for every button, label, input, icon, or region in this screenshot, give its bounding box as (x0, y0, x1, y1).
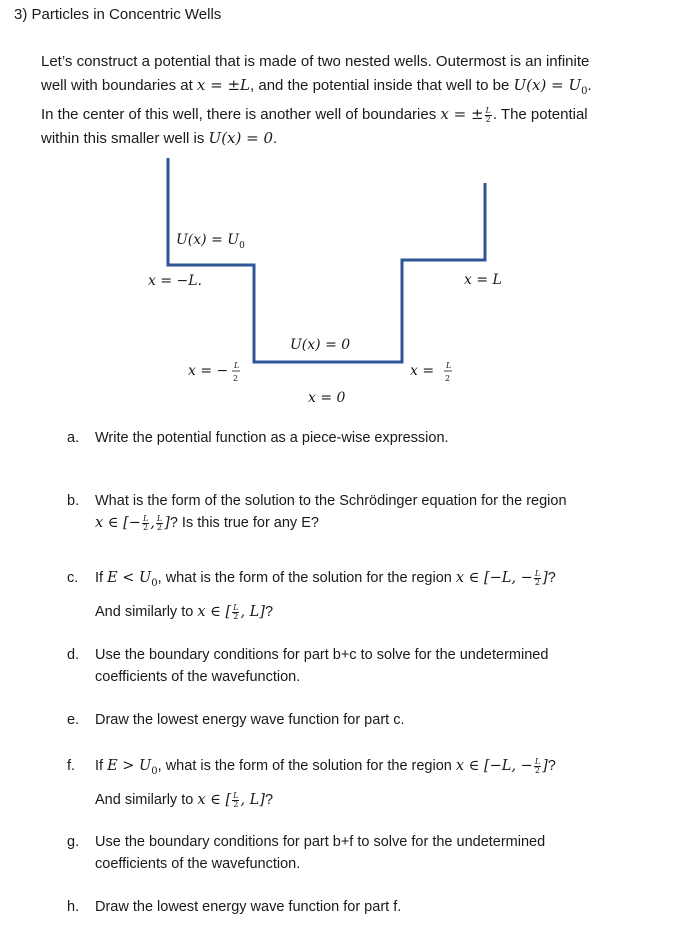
question-text: , what is the form of the solution for the region (157, 758, 456, 774)
math-interval-end: , L] (240, 603, 265, 620)
intro-line-2 (41, 74, 671, 104)
question-text: Use the boundary conditions for part b+f to solve for the undetermined (95, 834, 546, 850)
math-text: E > U (107, 758, 152, 774)
intro-text: In the center of this well, there is another well of boundaries (41, 106, 441, 123)
question-text: Draw the lowest energy wave function for part f. (95, 899, 402, 915)
question-line-2 (95, 601, 675, 623)
math-interval-start: x ∈ [ (197, 603, 232, 620)
fraction-numerator: L (142, 513, 149, 523)
math-bracket: ] (164, 515, 170, 531)
question-text: Use the boundary conditions for part b+c to solve for the undetermined (95, 647, 549, 663)
question-letter: c. (67, 570, 79, 586)
half-numerator-right: L (446, 361, 452, 370)
math-text: U(x) = U (513, 75, 582, 94)
math-interval-start: x ∈ [ (197, 791, 232, 808)
fraction-L-over-2 (534, 570, 541, 587)
fraction-L-over-2 (534, 758, 541, 775)
label-u-equals-u0: $U(x) = U_0$ (176, 232, 245, 251)
math-E-gt-U0 (107, 758, 158, 777)
intro-line-1 (41, 50, 671, 74)
intro-text: . (587, 76, 592, 94)
math-interval-start: x ∈ [−L, − (455, 758, 533, 774)
question-line-1 (95, 755, 675, 783)
label-x-zero: x = 0 (308, 390, 346, 406)
question-letter: f. (67, 758, 76, 774)
fraction-denominator: 2 (534, 577, 541, 587)
fraction-denominator: 2 (233, 611, 239, 621)
math-subscript: 0 (581, 85, 588, 97)
math-interval-start: x ∈ [−L, − (455, 570, 533, 586)
question-text: ? Is this true for any E? (169, 515, 319, 531)
math-x-pm: x = ± (440, 105, 484, 123)
potential-well-diagram (140, 150, 540, 415)
intro-paragraph (41, 50, 671, 150)
question-text: If (95, 570, 108, 586)
fraction-numerator: L (534, 756, 541, 766)
question-text: ? (547, 758, 556, 774)
intro-line-3 (41, 103, 671, 127)
question-letter: d. (67, 647, 80, 663)
fraction-denominator: 2 (485, 114, 491, 124)
question-text: ? (547, 570, 556, 586)
math-E-lt-U0 (107, 570, 158, 589)
fraction-numerator: L (156, 513, 163, 523)
label-x-neg-L: x = −L. (148, 273, 203, 289)
math-interval-end: , L] (240, 791, 265, 808)
fraction-denominator: 2 (143, 522, 149, 532)
section-title: 3) Particles in Concentric Wells (14, 6, 222, 23)
math-interval-start: x ∈ [− (95, 515, 141, 531)
half-denominator-left: 2 (233, 374, 239, 383)
intro-text: . (273, 129, 278, 147)
math-comma: , (150, 515, 155, 531)
label-x-neg-half-L: x = − (188, 363, 229, 379)
math-x-pm-L: x = ±L (196, 75, 251, 94)
fraction-numerator: L (534, 568, 541, 578)
question-line-2 (95, 512, 675, 534)
intro-text: within this smaller well is (41, 129, 209, 147)
question-letter: h. (67, 899, 80, 915)
intro-text: , and the potential inside that well to be (250, 76, 514, 94)
question-text: And similarly to (95, 791, 198, 808)
fraction-numerator: L (233, 602, 239, 612)
question-text: ? (264, 603, 274, 620)
question-text: ? (264, 791, 274, 808)
fraction-numerator: L (485, 105, 491, 115)
fraction-denominator: 2 (534, 765, 541, 775)
intro-line-4 (41, 127, 671, 151)
question-text: coefficients of the wavefunction. (95, 856, 301, 872)
fraction-L-over-2 (142, 515, 149, 532)
math-U-eq-0: U(x) = 0 (208, 128, 273, 147)
label-u-equals-zero: U(x) = 0 (290, 337, 351, 353)
fraction-L-over-2 (485, 107, 492, 124)
half-denominator-right: 2 (445, 374, 451, 383)
label-x-pos-L: x = L (464, 272, 502, 288)
fraction-L-over-2 (232, 792, 239, 809)
fraction-L-over-2 (232, 604, 239, 621)
intro-text: well with boundaries at (41, 76, 197, 94)
question-text: If (95, 758, 108, 774)
question-text: And similarly to (95, 603, 198, 620)
math-subscript: 0 (151, 577, 158, 589)
question-letter: a. (67, 430, 80, 446)
question-text: What is the form of the solution to the Schrödinger equation for the region (95, 493, 567, 509)
question-letter: e. (67, 712, 80, 728)
fraction-L-over-2 (156, 515, 163, 532)
question-text: coefficients of the wavefunction. (95, 669, 301, 685)
potential-well-outline (168, 158, 485, 362)
question-letter: g. (67, 834, 80, 850)
math-bracket: ] (542, 758, 548, 774)
math-text: E < U (107, 570, 152, 586)
label-x-pos-half-L: x = (410, 363, 435, 379)
intro-text: . The potential (492, 106, 588, 123)
half-numerator-left: L (234, 361, 240, 370)
math-subscript: 0 (151, 765, 158, 777)
fraction-numerator: L (233, 790, 239, 800)
question-text: Draw the lowest energy wave function for part c. (95, 712, 405, 728)
intro-text: Let’s construct a potential that is made of two nested wells. Outermost is an infinite (41, 53, 590, 70)
question-text: Write the potential function as a piece-wise expression. (95, 430, 449, 446)
question-line-1 (95, 567, 675, 595)
fraction-denominator: 2 (233, 799, 239, 809)
fraction-denominator: 2 (156, 522, 163, 532)
question-line-2 (95, 789, 675, 811)
math-U-eq-U0 (513, 75, 588, 97)
math-bracket: ] (542, 570, 548, 586)
question-text: , what is the form of the solution for the region (157, 570, 456, 586)
question-letter: b. (67, 493, 80, 509)
